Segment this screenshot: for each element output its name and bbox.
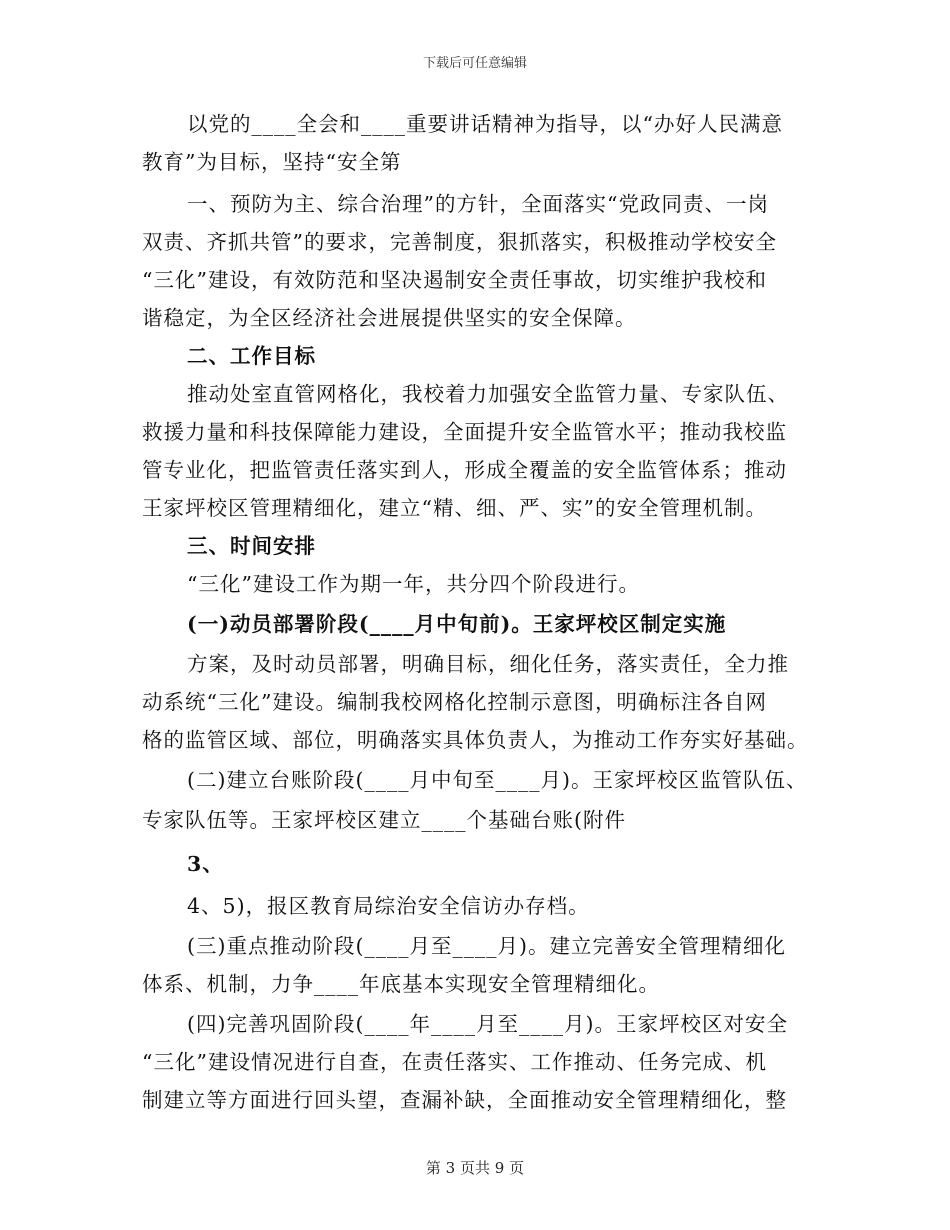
text-line: 管专业化，把监管责任落实到人，形成全覆盖的安全监管体系；推动 bbox=[142, 458, 787, 482]
text-line: 3、 bbox=[187, 852, 224, 876]
text-line: 动系统“三化”建设。编制我校网格化控制示意图，明确标注各自网 bbox=[142, 690, 767, 714]
page-header: 下载后可任意编辑 bbox=[422, 56, 527, 71]
text-line: (二)建立台账阶段(____月中旬至____月)。王家坪校区监管队伍、 bbox=[187, 768, 808, 792]
text-line: 方案，及时动员部署，明确目标，细化任务，落实责任，全力推 bbox=[187, 652, 789, 676]
page-footer: 第 3 页共 9 页 bbox=[425, 1159, 525, 1177]
text-line: “三化”建设工作为期一年，共分四个阶段进行。 bbox=[187, 572, 640, 596]
text-line: “三化”建设，有效防范和坚决遏制安全责任事故，切实维护我校和 bbox=[142, 268, 767, 292]
text-line: (一)动员部署阶段(____月中旬前)。王家坪校区制定实施 bbox=[187, 612, 727, 636]
text-line: 王家坪校区管理精细化，建立“精、细、严、实”的安全管理机制。 bbox=[142, 496, 767, 520]
text-line: 格的监管区域、部位，明确落实具体负责人，为推动工作夯实好基础。 bbox=[142, 728, 809, 752]
text-line: 推动处室直管网格化，我校着力加强安全监管力量、专家队伍、 bbox=[187, 382, 789, 406]
text-line: 双责、齐抓共管”的要求，完善制度，狠抓落实，积极推动学校安全 bbox=[142, 230, 777, 254]
text-line: 二、工作目标 bbox=[187, 344, 316, 368]
text-line: “三化”建设情况进行自查，在责任落实、工作推动、任务完成、机 bbox=[142, 1050, 767, 1074]
text-line: 三、时间安排 bbox=[187, 534, 316, 558]
text-line: (三)重点推动阶段(____月至____月)。建立完善安全管理精细化 bbox=[187, 934, 786, 958]
text-line: 以党的____全会和____重要讲话精神为指导，以“办好人民满意 bbox=[187, 112, 783, 136]
text-line: 制建立等方面进行回头望，查漏补缺，全面推动安全管理精细化，整 bbox=[142, 1088, 787, 1112]
text-line: (四)完善巩固阶段(____年____月至____月)。王家坪校区对安全 bbox=[187, 1012, 788, 1036]
text-line: 一、预防为主、综合治理”的方针，全面落实“党政同责、一岗 bbox=[187, 192, 769, 216]
text-line: 4、5)，报区教育局综治安全信访办存档。 bbox=[187, 894, 590, 918]
text-line: 体系、机制，力争____年底基本实现安全管理精细化。 bbox=[142, 972, 660, 996]
text-line: 救援力量和科技保障能力建设，全面提升安全监管水平；推动我校监 bbox=[142, 420, 787, 444]
text-line: 谐稳定，为全区经济社会进展提供坚实的安全保障。 bbox=[142, 306, 637, 330]
text-line: 教育”为目标，坚持“安全第 bbox=[142, 150, 402, 174]
text-line: 专家队伍等。王家坪校区建立____个基础台账(附件 bbox=[142, 808, 626, 832]
